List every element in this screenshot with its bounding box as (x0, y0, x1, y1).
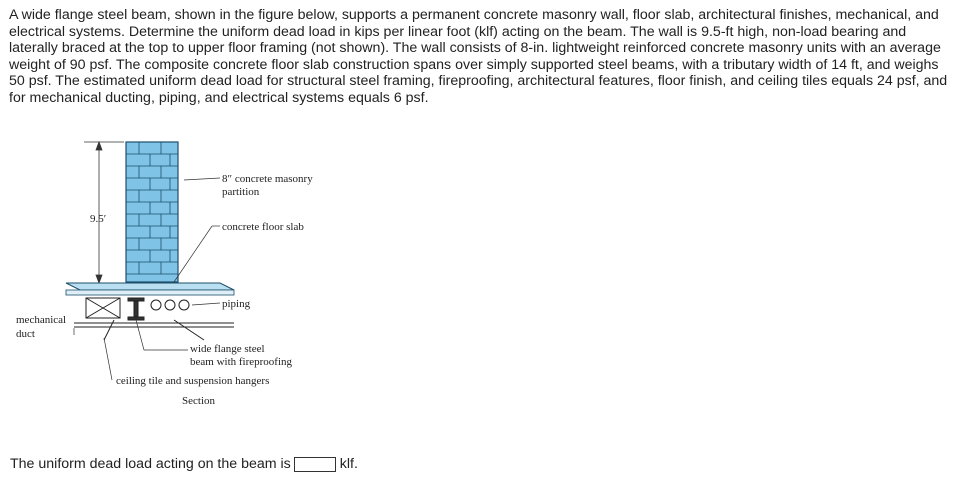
duct-label-2: duct (16, 328, 35, 340)
answer-line (10, 456, 358, 472)
answer-unit: klf. (339, 456, 358, 472)
floor-slab (66, 283, 234, 295)
beam-section-figure (14, 140, 344, 420)
piping-label: piping (222, 298, 251, 310)
ceiling-label: ceiling tile and suspension hangers (116, 375, 270, 387)
duct-label-1: mechanical (16, 314, 67, 326)
masonry-label-2: partition (222, 186, 260, 198)
beam-label-1: wide flange steel (190, 343, 265, 355)
height-label: 9.5′ (90, 213, 107, 225)
figure-caption: Section (182, 395, 215, 407)
answer-input[interactable] (294, 457, 336, 472)
slab-label: concrete floor slab (222, 221, 304, 233)
beam-label-2: beam with fireproofing (190, 356, 293, 368)
steel-beam (74, 298, 234, 340)
section-drawing (14, 140, 344, 420)
problem-statement: A wide flange steel beam, shown in the figure below, supports a permanent concrete masonry wall, floor slab, architectural finishes, mechanical, and electrical systems. Determine the uniform dead load in kips per linear foot (klf) acting on the beam. The wall is 9.5-ft high, non-load bearing and laterally braced at the top to upper floor framing (not shown). The wall consists of 8-in. lightweight reinforced concrete masonry units with an average weight of 90 psf. The composite concrete floor slab construction spans over simply supported steel beams, with a tributary width of 14 ft, and weighs 50 psf. The estimated uniform dead load for structural steel framing, fireproofing, architectural features, floor finish, and ceiling tiles equals 24 psf, and for mechanical ducting, piping, and electrical systems equals 6 psf. (9, 7, 948, 106)
answer-prefix: The uniform dead load acting on the beam is (10, 456, 291, 472)
masonry-label-1: 8″ concrete masonry (222, 173, 313, 185)
masonry-wall (126, 142, 178, 282)
